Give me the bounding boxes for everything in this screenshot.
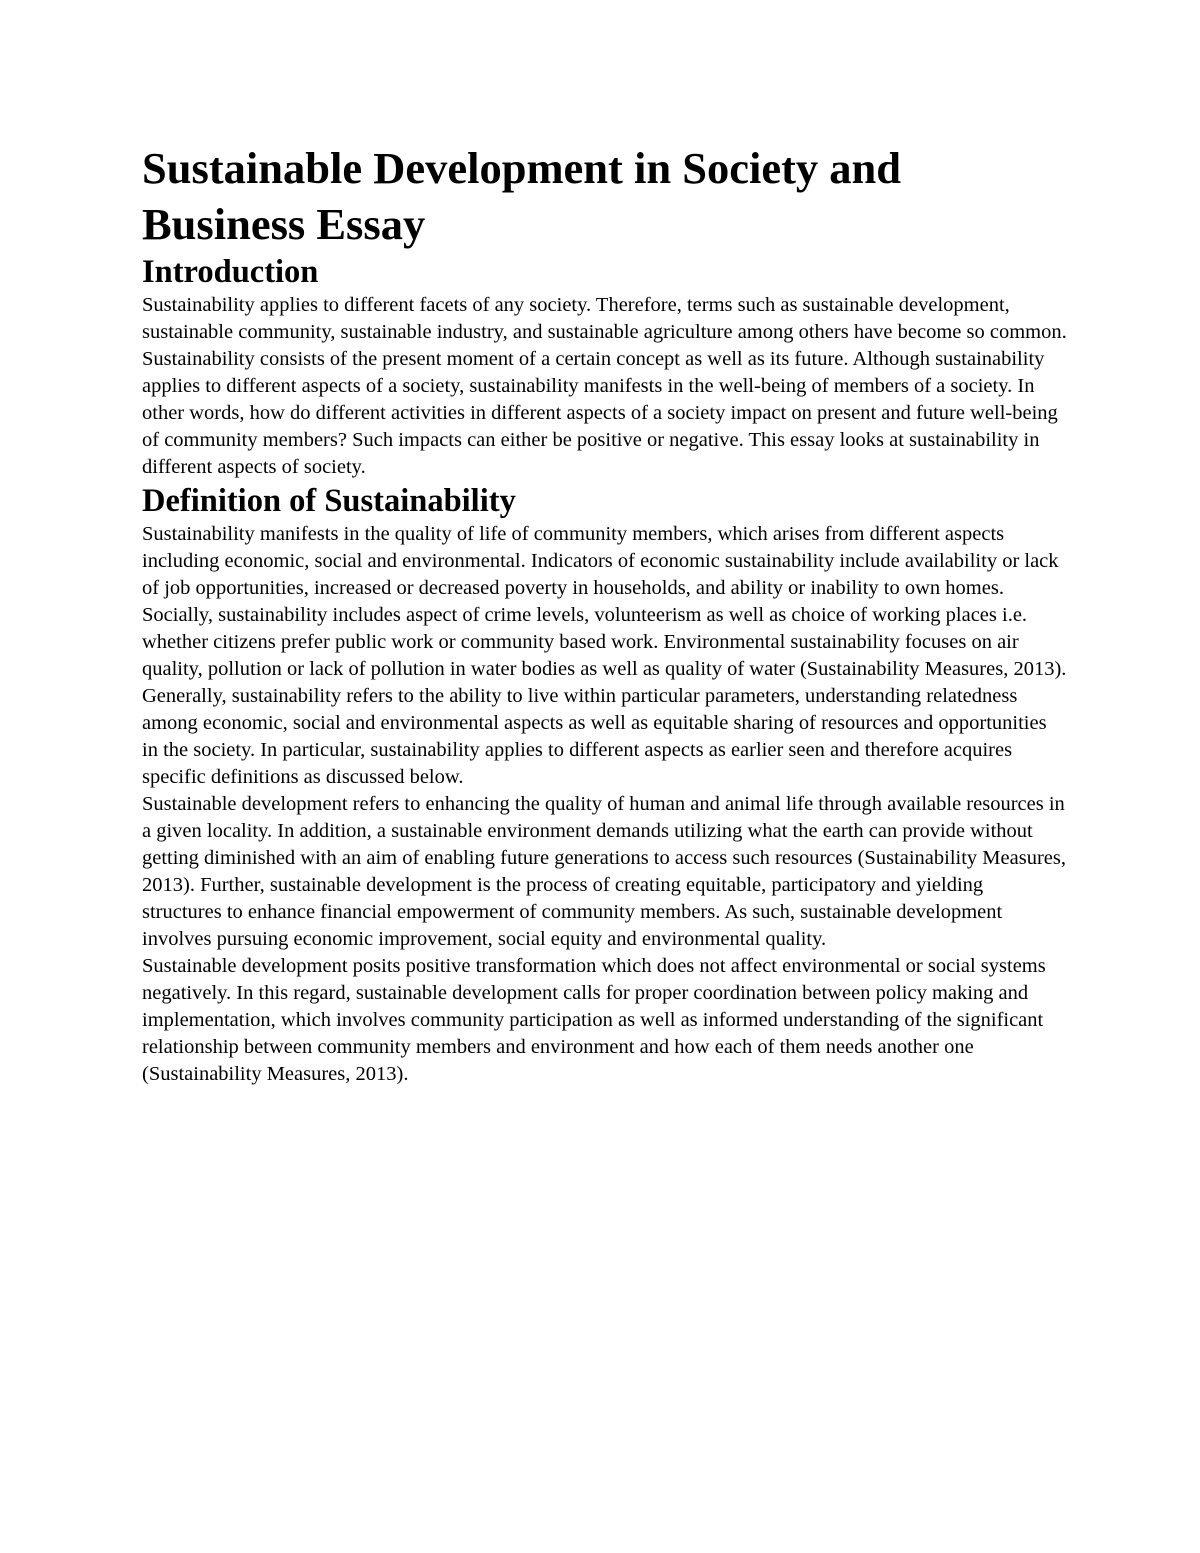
definition-paragraph-4: Sustainable development posits positive transformation which does not affect environmental or social systems negatively. In this regard, sustainable development calls for proper coordination between policy making and implementation, which involves community participation as well as informed understanding of the significant relationship between community members and environment and how each of them needs another one (Sustainability Measures, 2013).	[142, 955, 1046, 1085]
document-body	[142, 140, 1067, 1088]
section-heading-introduction: Introduction	[142, 254, 319, 290]
definition-paragraph-2: Generally, sustainability refers to the ability to live within particular parameters, understanding relatedness among economic, social and environmental aspects as well as equitable sharing of resources and opportunities in the society. In particular, sustainability applies to different aspects as earlier seen and therefore acquires specific definitions as discussed below.	[142, 685, 1047, 788]
section-heading-definition: Definition of Sustainability	[142, 483, 516, 519]
introduction-paragraph: Sustainability applies to different facets of any society. Therefore, terms such as sustainable development, sustainable community, sustainable industry, and sustainable agriculture among others have become so common. Sustainability consists of the present moment of a certain concept as well as its future. Although sustainability applies to different aspects of a society, sustainability manifests in the well-being of members of a society. In other words, how do different activities in different aspects of a society impact on present and future well-being of community members? Such impacts can either be positive or negative. This essay looks at sustainability in different aspects of society.	[142, 294, 1067, 478]
definition-paragraph-3: Sustainable development refers to enhancing the quality of human and animal life through available resources in a given locality. In addition, a sustainable environment demands utilizing what the earth can provide without getting diminished with an aim of enabling future generations to access such resources (Sustainability Measures, 2013). Further, sustainable development is the process of creating equitable, participatory and yielding structures to enhance financial empowerment of community members. As such, sustainable development involves pursuing economic improvement, social equity and environmental quality.	[142, 793, 1066, 950]
document-title: Sustainable Development in Society and Business Essay	[142, 143, 902, 249]
definition-paragraph-1: Sustainability manifests in the quality of life of community members, which arises from different aspects including economic, social and environmental. Indicators of economic sustainability include availability or lack of job opportunities, increased or decreased poverty in households, and ability or inability to own homes. Socially, sustainability includes aspect of crime levels, volunteerism as well as choice of working places i.e. whether citizens prefer public work or community based work. Environmental sustainability focuses on air quality, pollution or lack of pollution in water bodies as well as quality of water (Sustainability Measures, 2013).	[142, 523, 1067, 680]
